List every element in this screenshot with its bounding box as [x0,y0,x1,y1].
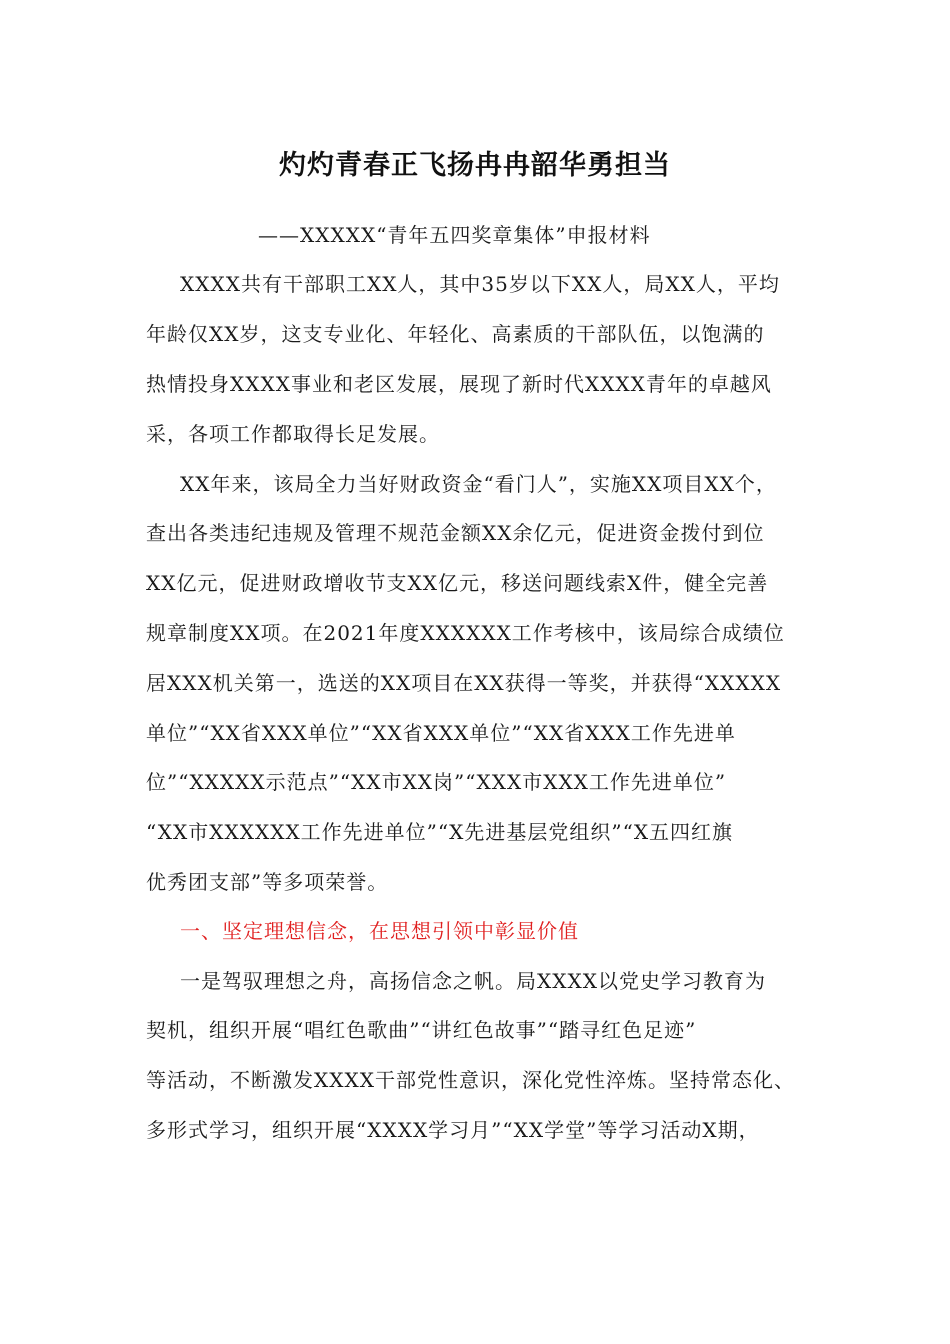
paragraph-3-line: 多形式学习，组织开展“XXXX学习月”“XX学堂”等学习活动X期， [146,1118,760,1142]
document-title: 灼灼青春正飞扬冉冉韶华勇担当 [279,150,671,181]
paragraph-1-line: 热情投身XXXX事业和老区发展，展现了新时代XXXX青年的卓越风 [146,372,772,396]
paragraph-2-line: 位”“XXXXX示范点”“XX市XX岗”“XXX市XXX工作先进单位” [146,770,727,794]
paragraph-2-line: “XX市XXXXXX工作先进单位”“X先进基层党组织”“X五四红旗 [146,820,734,844]
paragraph-3-line: 契机，组织开展“唱红色歌曲”“讲红色故事”“踏寻红色足迹” [146,1018,697,1042]
paragraph-1-line: 年龄仅XX岁，这支专业化、年轻化、高素质的干部队伍，以饱满的 [146,322,765,346]
paragraph-2-line: 居XXX机关第一，选送的XX项目在XX获得一等奖，并获得“XXXXX [146,671,782,695]
paragraph-2-line: XX年来，该局全力当好财政资金“看门人”，实施XX项目XX个， [180,472,777,496]
paragraph-2-line: XX亿元，促进财政增收节支XX亿元，移送问题线索X件，健全完善 [146,571,769,595]
paragraph-3-line: 一是驾驭理想之舟，高扬信念之帆。局XXXX以党史学习教育为 [180,969,766,993]
paragraph-2-line: 查出各类违纪违规及管理不规范金额XX余亿元，促进资金拨付到位 [146,521,765,545]
paragraph-2-line: 优秀团支部”等多项荣誉。 [146,870,389,894]
paragraph-2-line: 单位”“XX省XXX单位”“XX省XXX单位”“XX省XXX工作先进单 [146,721,736,745]
paragraph-1-line: 采，各项工作都取得长足发展。 [146,422,440,446]
paragraph-1-line: XXXX共有干部职工XX人，其中35岁以下XX人，局XX人，平均 [180,272,780,296]
paragraph-2-line: 规章制度XX项。在2021年度XXXXXX工作考核中，该局综合成绩位 [146,621,785,645]
paragraph-3-line: 等活动，不断激发XXXX干部党性意识，深化党性淬炼。坚持常态化、 [146,1068,795,1092]
section-1-heading: 一、坚定理想信念，在思想引领中彰显价值 [180,919,579,943]
document-subtitle: ——XXXXX“青年五四奖章集体”申报材料 [258,223,651,247]
